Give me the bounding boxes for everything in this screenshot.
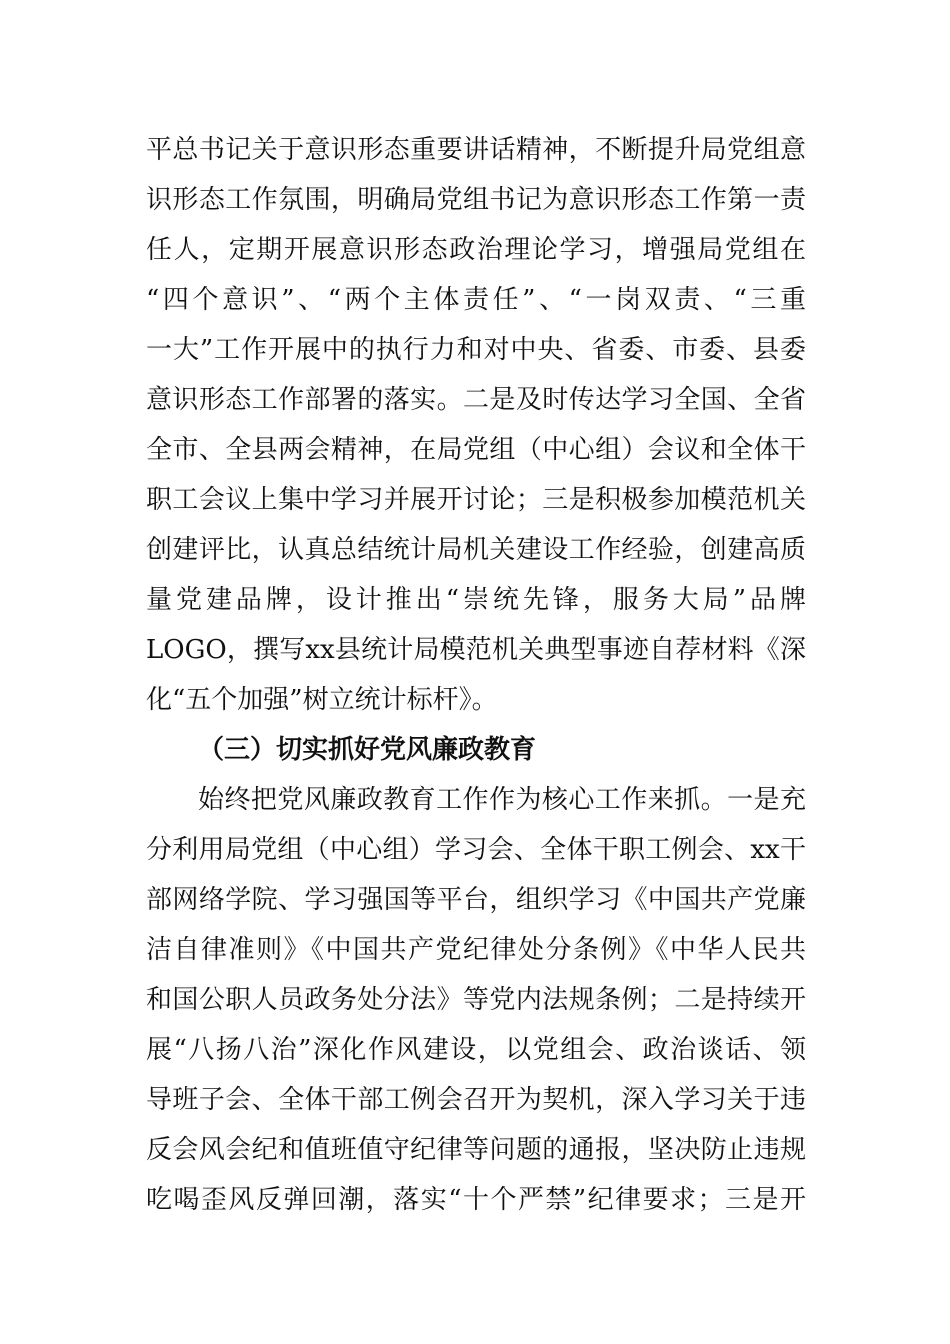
paragraph-line: 始终把党风廉政教育工作作为核心工作来抓。一是充	[198, 785, 806, 815]
paragraph-line: 创建评比，认真总结统计局机关建设工作经验，创建高质	[146, 535, 806, 565]
paragraph-line: 量党建品牌，设计推出“崇统先锋，服务大局”品牌	[146, 585, 806, 615]
paragraph-line: 洁自律准则》《中国共产党纪律处分条例》《中华人民共	[146, 935, 806, 965]
paragraph-line: 导班子会、全体干部工例会召开为契机，深入学习关于违	[146, 1085, 806, 1115]
paragraph-line: 化“五个加强”树立统计标杆》。	[146, 685, 498, 715]
paragraph-line: 识形态工作氛围，明确局党组书记为意识形态工作第一责	[146, 185, 806, 215]
paragraph-line: 一大”工作开展中的执行力和对中央、省委、市委、县委	[146, 335, 806, 365]
section-heading: （三）切实抓好党风廉政教育	[198, 735, 537, 765]
paragraph-line: LOGO，撰写xx县统计局模范机关典型事迹自荐材料《深	[146, 635, 806, 665]
paragraph-line: 任人，定期开展意识形态政治理论学习，增强局党组在	[146, 235, 806, 265]
paragraph-line: 意识形态工作部署的落实。二是及时传达学习全国、全省	[146, 385, 806, 415]
paragraph-line: 和国公职人员政务处分法》等党内法规条例；二是持续开	[146, 985, 806, 1015]
paragraph-line: 职工会议上集中学习并展开讨论；三是积极参加模范机关	[146, 485, 806, 515]
paragraph-line: 全市、全县两会精神，在局党组（中心组）会议和全体干	[146, 435, 806, 465]
paragraph-line: 分利用局党组（中心组）学习会、全体干职工例会、xx干	[146, 835, 806, 865]
paragraph-line: 吃喝歪风反弹回潮，落实“十个严禁”纪律要求；三是开	[146, 1185, 806, 1215]
paragraph-line: 平总书记关于意识形态重要讲话精神，不断提升局党组意	[146, 135, 806, 165]
paragraph-line: 展“八扬八治”深化作风建设，以党组会、政治谈话、领	[146, 1035, 806, 1065]
paragraph-line: 反会风会纪和值班值守纪律等问题的通报，坚决防止违规	[146, 1135, 806, 1165]
paragraph-line: “四个意识”、“两个主体责任”、“一岗双责、“三重	[146, 285, 806, 315]
paragraph-line: 部网络学院、学习强国等平台，组织学习《中国共产党廉	[146, 885, 806, 915]
